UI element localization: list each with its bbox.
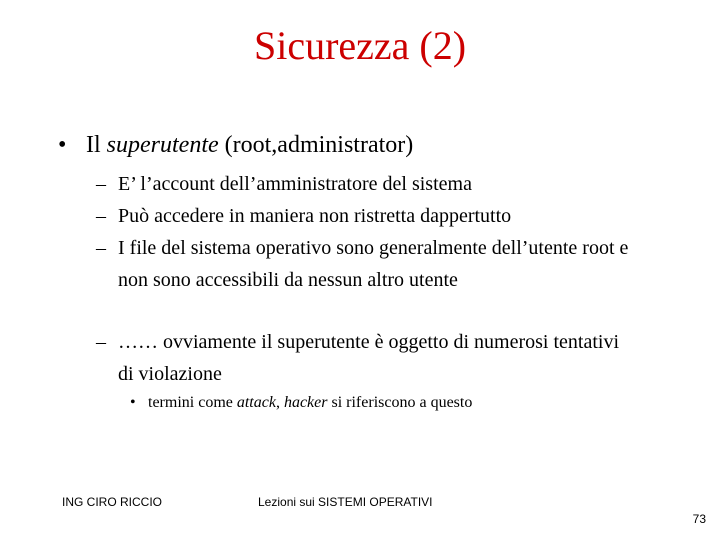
main-bullet-prefix: Il: [86, 132, 107, 158]
dash-mark: –: [96, 331, 106, 353]
subitem-text: …… ovviamente il superutente è oggetto di numerosi tentativi di violazione: [118, 331, 619, 385]
dash-mark: –: [96, 205, 106, 227]
footer-author: ING CIRO RICCIO: [62, 495, 163, 509]
third-level-text: [148, 391, 472, 415]
bullet-mark: •: [130, 394, 136, 411]
text-part: si riferiscono a questo: [327, 394, 473, 411]
main-bullet-emphasis: superutente: [106, 132, 219, 158]
slide-title: Sicurezza (2): [253, 23, 467, 68]
term-attack: attack: [236, 394, 276, 411]
footer-course: Lezioni sui SISTEMI OPERATIVI: [258, 495, 433, 509]
subitem-text: E’ l’account dell’amministratore del sistema: [118, 173, 472, 195]
text-part: ,: [275, 394, 284, 411]
text-part: termini come: [148, 394, 237, 411]
page-number: 73: [692, 512, 706, 526]
main-bullet-text: [86, 130, 413, 160]
subitem-text: I file del sistema operativo sono generalmente dell’utente root e non sono accessibili da nessun altro utente: [118, 237, 629, 291]
term-hacker: hacker: [283, 394, 328, 411]
subitem-text: Può accedere in maniera non ristretta dappertutto: [118, 205, 512, 227]
dash-mark: –: [96, 237, 106, 259]
dash-mark: –: [96, 173, 106, 195]
main-bullet-suffix: (root,administrator): [218, 132, 414, 158]
bullet-mark: •: [58, 132, 67, 158]
